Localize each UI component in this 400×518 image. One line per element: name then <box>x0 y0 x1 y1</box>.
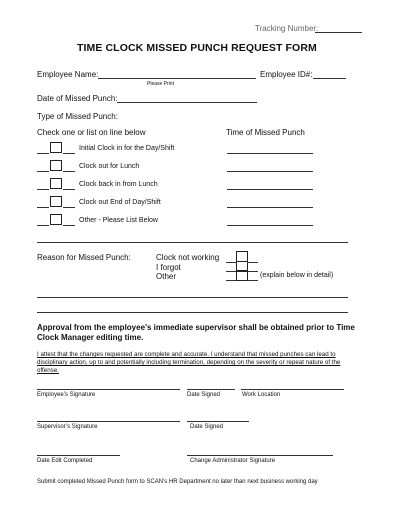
missed-punch-date-label: Date of Missed Punch: <box>37 94 118 103</box>
reason-label: Reason for Missed Punch: <box>37 253 131 262</box>
employee-name-field[interactable] <box>98 78 256 79</box>
reason-checkbox-other[interactable] <box>236 270 248 281</box>
punch-option-line[interactable] <box>63 225 75 226</box>
punch-option-label: Initial Clock in for the Day/Shift <box>79 145 175 152</box>
punch-option-line[interactable] <box>37 207 49 208</box>
work-location-line[interactable] <box>241 389 344 390</box>
punch-option-line[interactable] <box>37 153 49 154</box>
approval-statement: Approval from the employee’s immediate supervisor shall be obtained prior to Time Clock Manager editing time. <box>37 323 355 342</box>
reason-line[interactable] <box>226 271 236 272</box>
punch-option-line[interactable] <box>63 153 75 154</box>
punch-option-line[interactable] <box>37 171 49 172</box>
punch-time-header: Time of Missed Punch <box>226 128 305 137</box>
punch-option-label: Clock out for Lunch <box>79 163 140 170</box>
supervisor-date-signed-label: Date Signed <box>190 424 224 430</box>
attestation-text: I attest that the changes requested are complete and accurate. I understand that missed punches can lead to disciplinary action, up to and potentially including termination, depending on the severity or repeat nature of the offense. <box>37 351 341 374</box>
employee-signature-label: Employee’s Signature <box>37 392 96 398</box>
punch-time-field[interactable] <box>227 189 313 190</box>
other-description-line[interactable] <box>37 242 348 243</box>
supervisor-date-signed-line[interactable] <box>187 421 249 422</box>
footer-instruction: Submit completed Missed Punch form to SCAN’s HR Department no later than next business working day <box>37 479 318 485</box>
punch-option-checkbox[interactable] <box>50 178 62 189</box>
punch-time-field[interactable] <box>227 225 313 226</box>
punch-option-line[interactable] <box>63 189 75 190</box>
tracking-number-label: Tracking Number: <box>255 24 319 33</box>
reason-line[interactable] <box>226 262 236 263</box>
punch-option-checkbox[interactable] <box>50 160 62 171</box>
punch-time-field[interactable] <box>227 171 313 172</box>
work-location-label: Work Location <box>242 392 281 398</box>
punch-option-line[interactable] <box>63 171 75 172</box>
employee-id-field[interactable] <box>313 78 346 79</box>
punch-option-label: Clock back in from Lunch <box>79 181 158 188</box>
punch-option-label: Other - Please List Below <box>79 217 158 224</box>
date-edit-completed-line[interactable] <box>37 455 120 456</box>
supervisor-signature-label: Supervisor’s Signature <box>37 424 98 430</box>
supervisor-signature-line[interactable] <box>37 421 180 422</box>
reason-line[interactable] <box>248 271 258 272</box>
punch-time-field[interactable] <box>227 153 313 154</box>
punch-option-checkbox[interactable] <box>50 214 62 225</box>
punch-option-checkbox[interactable] <box>50 196 62 207</box>
missed-punch-date-field[interactable] <box>117 102 257 103</box>
punch-time-field[interactable] <box>227 207 313 208</box>
punch-option-line[interactable] <box>37 225 49 226</box>
punch-option-label: Clock out End of Day/Shift <box>79 199 161 206</box>
employee-date-signed-line[interactable] <box>187 389 235 390</box>
reason-line[interactable] <box>248 262 258 263</box>
explanation-line[interactable] <box>37 312 348 313</box>
punch-type-label: Type of Missed Punch: <box>37 112 118 121</box>
date-edit-completed-label: Date Edit Completed <box>37 458 93 464</box>
change-admin-signature-label: Change Administrator Signature <box>190 458 276 464</box>
reason-option-forgot: I forgot <box>156 263 181 272</box>
reason-other-note: (explain below in detail) <box>260 272 334 279</box>
punch-list-header: Check one or list on line below <box>37 128 146 137</box>
punch-option-line[interactable] <box>63 207 75 208</box>
reason-line[interactable] <box>248 280 258 281</box>
reason-option-other: Other <box>156 272 177 281</box>
form-title: TIME CLOCK MISSED PUNCH REQUEST FORM <box>77 42 317 54</box>
punch-option-checkbox[interactable] <box>50 142 62 153</box>
reason-line[interactable] <box>226 280 236 281</box>
employee-id-label: Employee ID#: <box>260 70 313 79</box>
employee-date-signed-label: Date Signed <box>187 392 221 398</box>
employee-signature-line[interactable] <box>37 389 180 390</box>
employee-name-label: Employee Name: <box>37 70 99 79</box>
tracking-number-field[interactable] <box>315 32 362 33</box>
explanation-line[interactable] <box>37 297 348 298</box>
employee-name-hint: Please Print <box>147 81 174 87</box>
punch-option-line[interactable] <box>37 189 49 190</box>
reason-option-clock-not-working: Clock not working <box>156 253 220 262</box>
change-admin-signature-line[interactable] <box>187 455 333 456</box>
